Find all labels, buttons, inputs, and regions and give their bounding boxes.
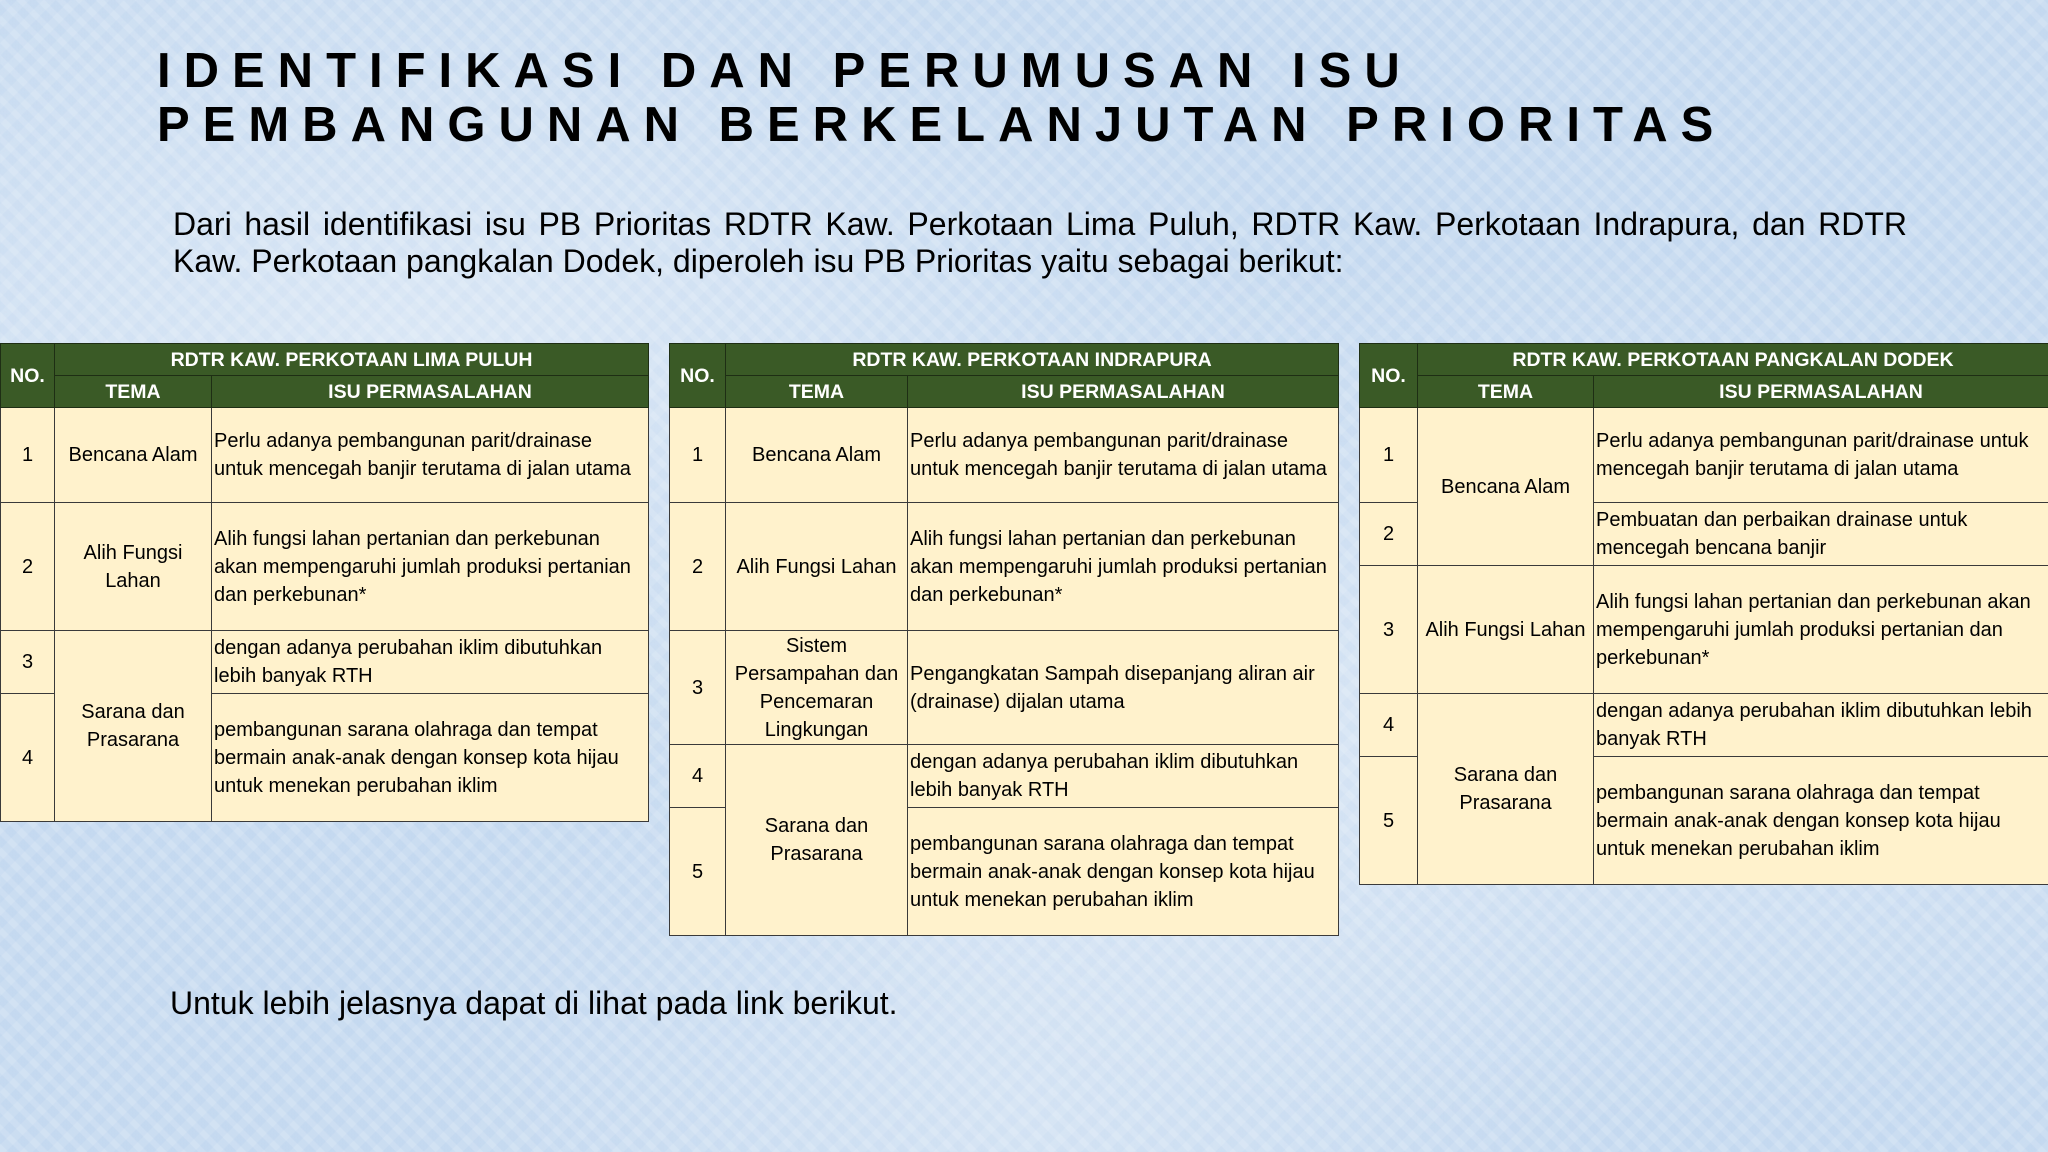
cell-no: 2 — [1, 503, 55, 631]
table-row — [670, 631, 1339, 745]
cell-tema: Bencana Alam — [55, 408, 212, 503]
column-header-no: NO. — [670, 344, 726, 408]
cell-tema: Sistem Persampahan dan Pencemaran Lingkungan — [726, 631, 908, 745]
table-lima-puluh — [0, 343, 649, 822]
cell-tema: Alih Fungsi Lahan — [726, 503, 908, 631]
column-header-no: NO. — [1, 344, 55, 408]
cell-isu: dengan adanya perubahan iklim dibutuhkan lebih banyak RTH — [1594, 694, 2048, 757]
cell-no: 1 — [1, 408, 55, 503]
column-header-isu: ISU PERMASALAHAN — [908, 376, 1339, 408]
column-header-isu: ISU PERMASALAHAN — [1594, 376, 2048, 408]
table-row — [1, 631, 649, 694]
cell-no: 1 — [1360, 408, 1418, 503]
table-row — [1360, 566, 2048, 694]
column-header-tema: TEMA — [1418, 376, 1594, 408]
cell-isu: Perlu adanya pembangunan parit/drainase untuk mencegah banjir terutama di jalan utama — [212, 408, 649, 503]
cell-tema: Bencana Alam — [1418, 408, 1594, 566]
table-heading: RDTR KAW. PERKOTAAN LIMA PULUH — [55, 344, 649, 376]
cell-isu: Pembuatan dan perbaikan drainase untuk mencegah bencana banjir — [1594, 503, 2048, 566]
cell-no: 4 — [1360, 694, 1418, 757]
cell-no: 5 — [1360, 757, 1418, 885]
cell-no: 3 — [1360, 566, 1418, 694]
cell-tema: Sarana dan Prasarana — [726, 745, 908, 936]
cell-isu: Alih fungsi lahan pertanian dan perkebunan akan mempengaruhi jumlah produksi pertanian dan perkebunan* — [212, 503, 649, 631]
cell-isu: pembangunan sarana olahraga dan tempat bermain anak-anak dengan konsep kota hijau untuk menekan perubahan iklim — [1594, 757, 2048, 885]
cell-isu: Alih fungsi lahan pertanian dan perkebunan akan mempengaruhi jumlah produksi pertanian dan perkebunan* — [1594, 566, 2048, 694]
table-row — [1, 503, 649, 631]
table-row — [1, 408, 649, 503]
cell-no: 1 — [670, 408, 726, 503]
cell-tema: Bencana Alam — [726, 408, 908, 503]
table-row — [670, 745, 1339, 808]
page-title-line-2: PEMBANGUNAN BERKELANJUTAN PRIORITAS — [157, 98, 1727, 152]
intro-paragraph: Dari hasil identifikasi isu PB Prioritas RDTR Kaw. Perkotaan Lima Puluh, RDTR Kaw. Perkotaan Indrapura, dan RDTR Kaw. Perkotaan pangkalan Dodek, diperoleh isu PB Prioritas yaitu sebagai berikut: — [173, 206, 1907, 279]
cell-isu: Perlu adanya pembangunan parit/drainase untuk mencegah banjir terutama di jalan utama — [908, 408, 1339, 503]
table-row — [670, 503, 1339, 631]
cell-tema: Sarana dan Prasarana — [1418, 694, 1594, 885]
column-header-isu: ISU PERMASALAHAN — [212, 376, 649, 408]
cell-tema: Alih Fungsi Lahan — [55, 503, 212, 631]
cell-isu: Perlu adanya pembangunan parit/drainase untuk mencegah banjir terutama di jalan utama — [1594, 408, 2048, 503]
column-header-tema: TEMA — [55, 376, 212, 408]
cell-no: 5 — [670, 808, 726, 936]
column-header-tema: TEMA — [726, 376, 908, 408]
cell-no: 3 — [1, 631, 55, 694]
cell-isu: Pengangkatan Sampah disepanjang aliran air (drainase) dijalan utama — [908, 631, 1339, 745]
cell-no: 2 — [1360, 503, 1418, 566]
cell-isu: dengan adanya perubahan iklim dibutuhkan lebih banyak RTH — [908, 745, 1339, 808]
table-heading: RDTR KAW. PERKOTAAN INDRAPURA — [726, 344, 1339, 376]
table-indrapura — [669, 343, 1339, 936]
cell-isu: pembangunan sarana olahraga dan tempat bermain anak-anak dengan konsep kota hijau untuk menekan perubahan iklim — [212, 694, 649, 822]
page-title — [157, 44, 1726, 152]
table-heading: RDTR KAW. PERKOTAAN PANGKALAN DODEK — [1418, 344, 2048, 376]
cell-tema: Alih Fungsi Lahan — [1418, 566, 1594, 694]
cell-isu: Alih fungsi lahan pertanian dan perkebunan akan mempengaruhi jumlah produksi pertanian dan perkebunan* — [908, 503, 1339, 631]
cell-isu: dengan adanya perubahan iklim dibutuhkan lebih banyak RTH — [212, 631, 649, 694]
cell-isu: pembangunan sarana olahraga dan tempat bermain anak-anak dengan konsep kota hijau untuk menekan perubahan iklim — [908, 808, 1339, 936]
table-row — [670, 408, 1339, 503]
page-title-line-1: IDENTIFIKASI DAN PERUMUSAN ISU — [157, 44, 1413, 98]
table-row — [1360, 694, 2048, 757]
cell-no: 2 — [670, 503, 726, 631]
cell-no: 4 — [670, 745, 726, 808]
column-header-no: NO. — [1360, 344, 1418, 408]
table-pangkalan-dodek — [1359, 343, 2048, 885]
cell-no: 4 — [1, 694, 55, 822]
cell-tema: Sarana dan Prasarana — [55, 631, 212, 822]
table-row — [1360, 408, 2048, 503]
footer-note: Untuk lebih jelasnya dapat di lihat pada link berikut. — [170, 985, 898, 1021]
cell-no: 3 — [670, 631, 726, 745]
